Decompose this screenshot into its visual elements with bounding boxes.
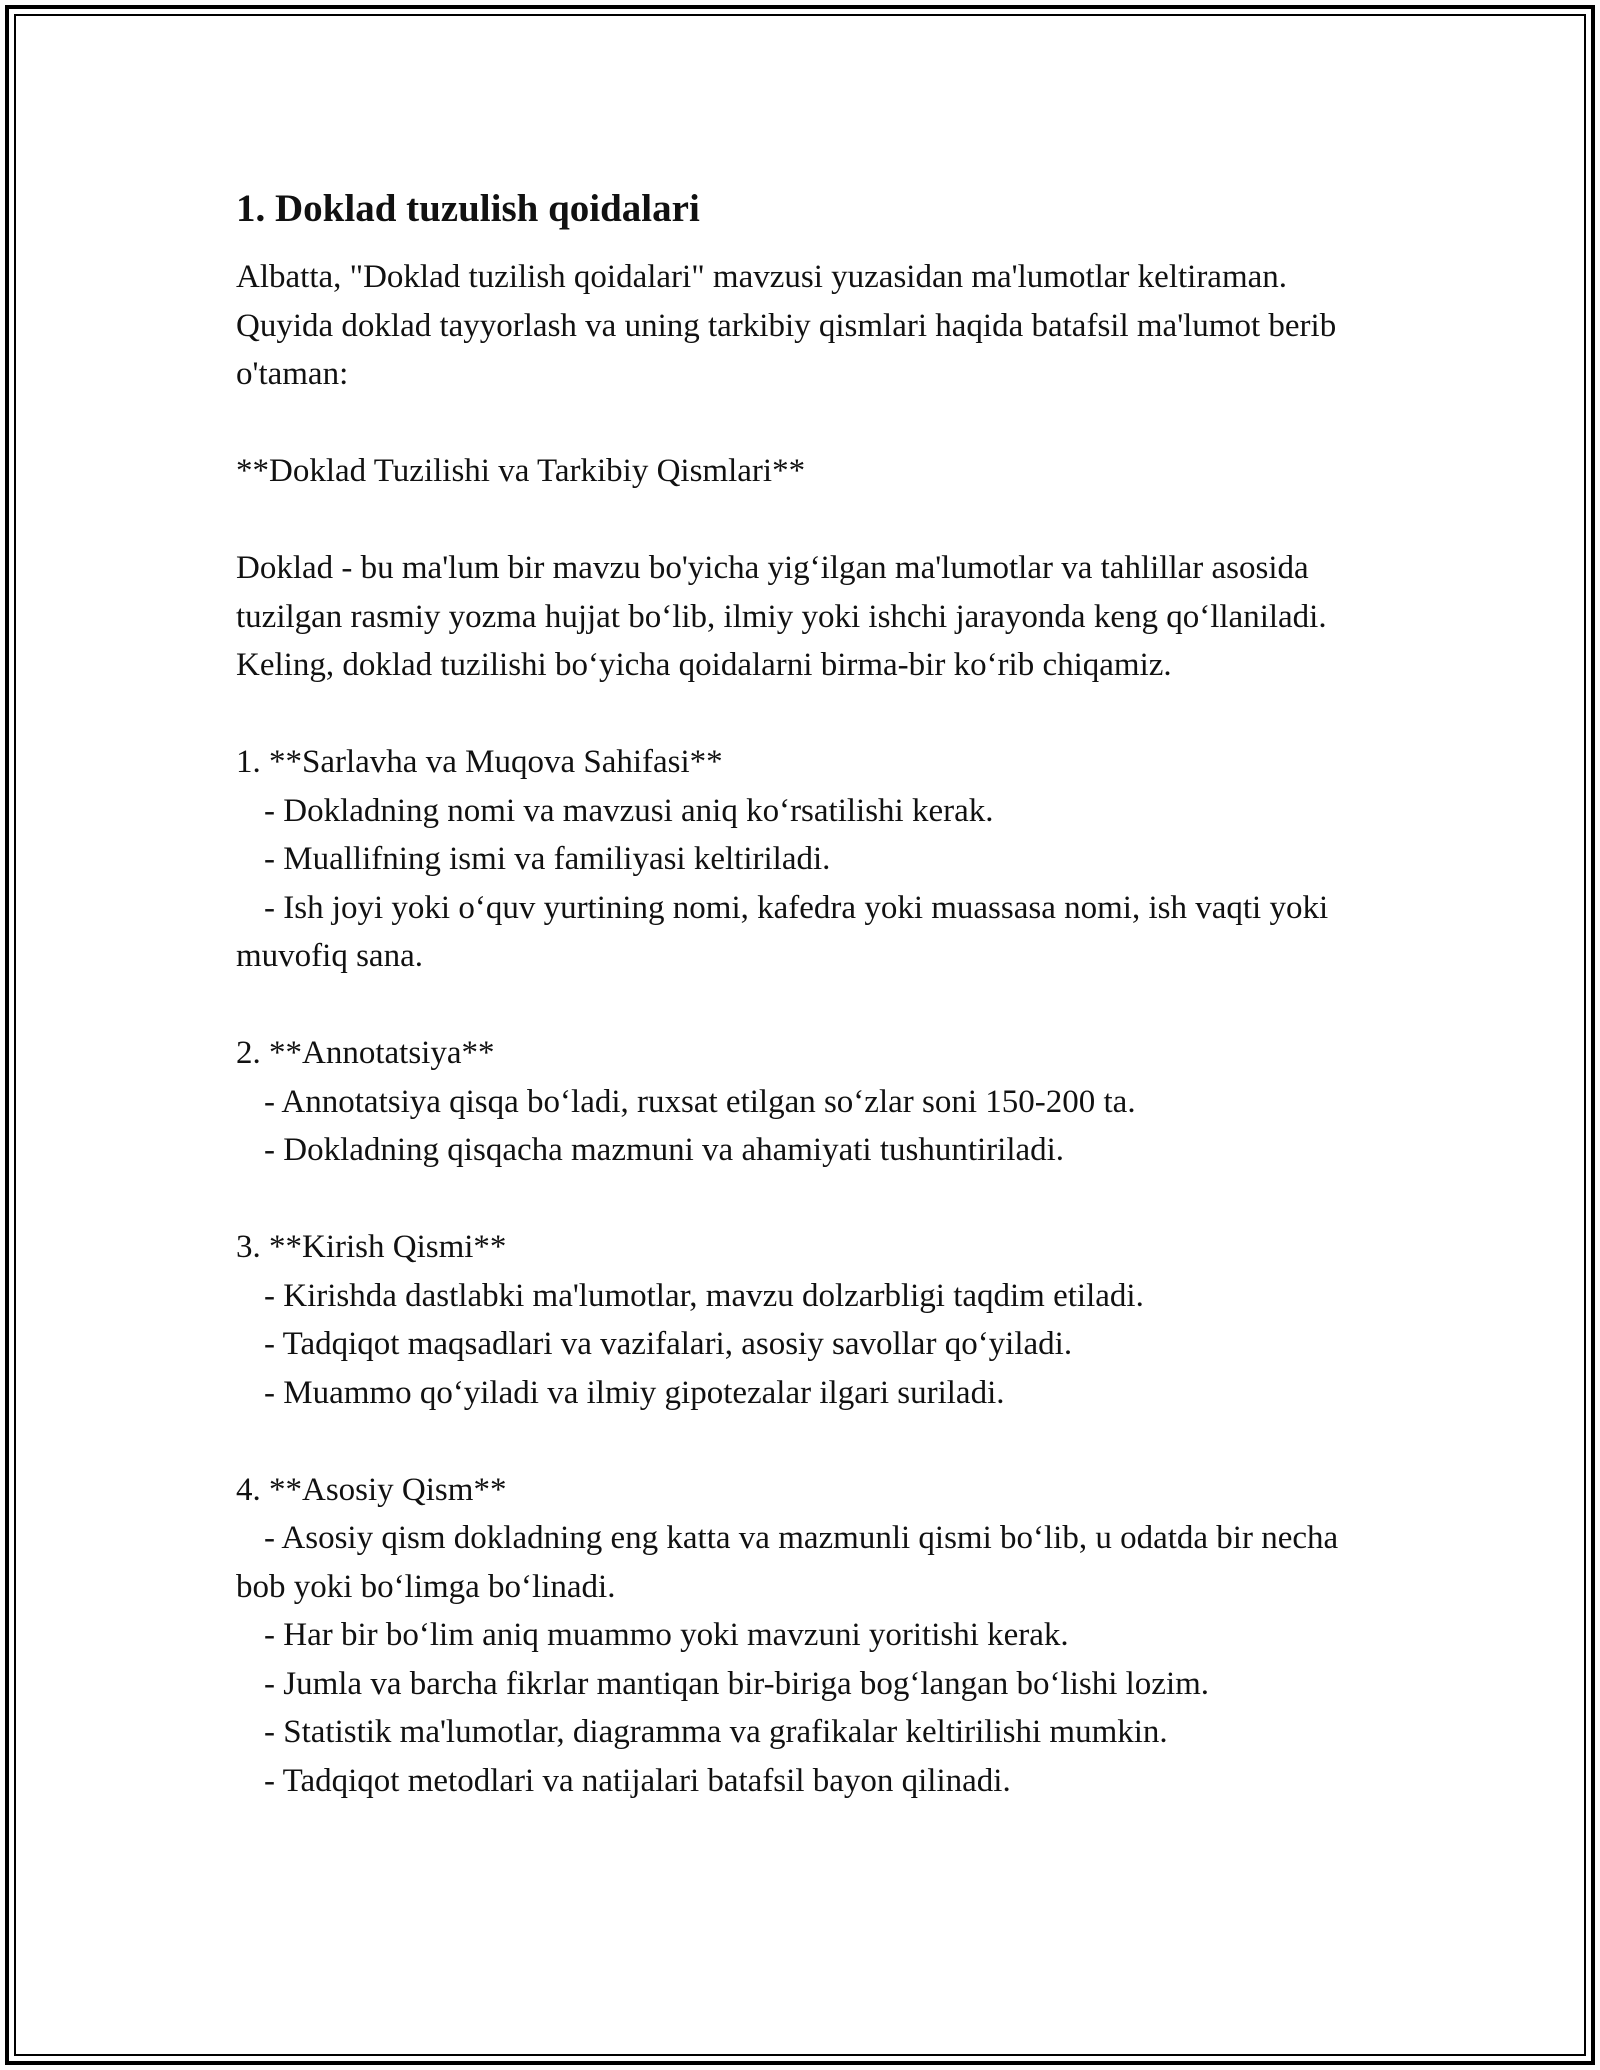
list-item: - Annotatsiya qisqa bo‘ladi, ruxsat etilgan so‘zlar soni 150-200 ta. xyxy=(264,1083,1136,1120)
section-introduction xyxy=(236,1223,1386,1417)
section-annotation xyxy=(236,1029,1386,1175)
list-item: - Statistik ma'lumotlar, diagramma va grafikalar keltirilishi mumkin. xyxy=(264,1714,1168,1750)
list-item: - Kirishda dastlabki ma'lumotlar, mavzu dolzarbligi taqdim etiladi. xyxy=(264,1277,1144,1314)
spacer xyxy=(236,1175,1386,1224)
spacer xyxy=(236,496,1386,545)
section-title-page xyxy=(236,738,1386,981)
list-item: - Muammo qo‘yiladi va ilmiy gipotezalar ilgari suriladi. xyxy=(264,1374,1005,1411)
list-item: - Asosiy qism dokladning eng katta va mazmunli qismi bo‘lib, u odatda bir necha bob yoki bo‘limga bo‘linadi. xyxy=(236,1520,1339,1605)
document-body xyxy=(236,185,1386,1805)
list-item: - Muallifning ismi va familiyasi keltiriladi. xyxy=(264,841,831,877)
spacer xyxy=(236,981,1386,1030)
list-item: - Jumla va barcha fikrlar mantiqan bir-biriga bog‘langan bo‘lishi lozim. xyxy=(264,1665,1210,1702)
definition-paragraph: Doklad - bu ma'lum bir mavzu bo'yicha yig‘ilgan ma'lumotlar va tahlillar asosida tuzilgan rasmiy yozma hujjat bo‘lib, ilmiy yoki ishchi jarayonda keng qo‘llaniladi. Keling, doklad tuzilishi bo‘yicha qoidalarni birma-bir ko‘rib chiqamiz. xyxy=(236,550,1327,683)
section-heading: 4. **Asosiy Qism** xyxy=(236,1471,507,1508)
document-title: 1. Doklad tuzulish qoidalari xyxy=(236,187,700,230)
section-heading: 3. **Kirish Qismi** xyxy=(236,1229,507,1265)
spacer xyxy=(236,690,1386,739)
list-item: - Tadqiqot metodlari va natijalari batafsil bayon qilinadi. xyxy=(264,1762,1011,1799)
intro-paragraph: Albatta, "Doklad tuzilish qoidalari" mavzusi yuzasidan ma'lumotlar keltiraman. Quyida doklad tayyorlash va uning tarkibiy qismlari haqida batafsil ma'lumot berib o'taman: xyxy=(236,259,1337,392)
section-main-part xyxy=(236,1466,1386,1806)
list-item: - Dokladning nomi va mavzusi aniq ko‘rsatilishi kerak. xyxy=(264,792,994,829)
list-item: - Ish joyi yoki o‘quv yurtining nomi, kafedra yoki muassasa nomi, ish vaqti yoki muvofiq sana. xyxy=(236,889,1329,974)
list-item: - Tadqiqot maqsadlari va vazifalari, asosiy savollar qo‘yiladi. xyxy=(264,1326,1073,1362)
list-item: - Har bir bo‘lim aniq muammo yoki mavzuni yoritishi kerak. xyxy=(264,1617,1069,1653)
section-heading: 1. **Sarlavha va Muqova Sahifasi** xyxy=(236,744,723,780)
spacer xyxy=(236,399,1386,448)
subheading: **Doklad Tuzilishi va Tarkibiy Qismlari** xyxy=(236,453,806,489)
section-heading: 2. **Annotatsiya** xyxy=(236,1035,495,1071)
spacer xyxy=(236,1417,1386,1466)
list-item: - Dokladning qisqacha mazmuni va ahamiyati tushuntiriladi. xyxy=(264,1132,1065,1168)
